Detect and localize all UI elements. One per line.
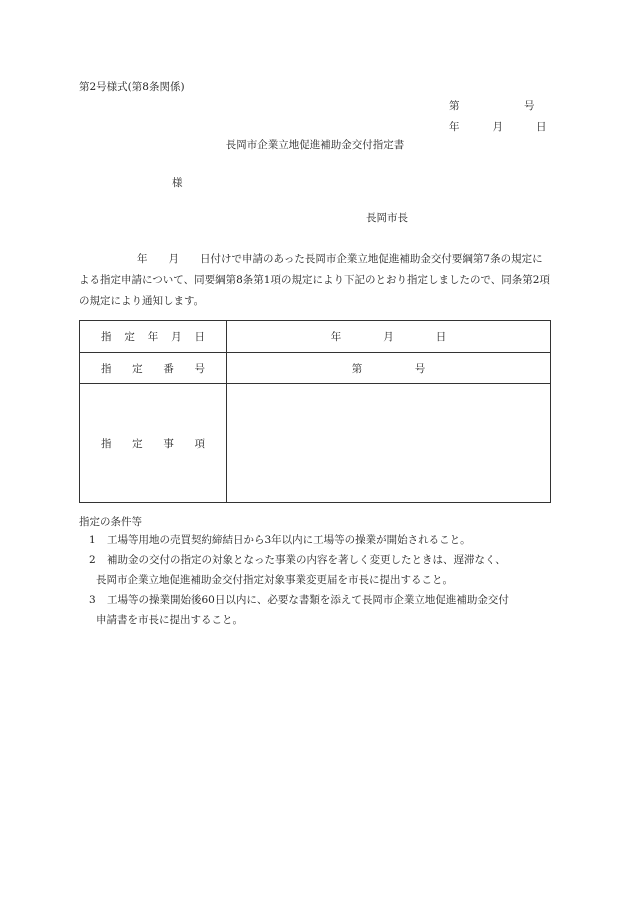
page-title: 長岡市企業立地促進補助金交付指定書 [225,139,405,151]
form-number-label: 第2号様式(第8条関係) [79,81,185,93]
issuer-name: 長岡市長 [366,212,408,224]
condition-item [89,550,554,590]
table-label-date: 指定年月日 [80,321,227,353]
table-value-matters [227,384,551,503]
condition-item [89,530,554,550]
table-label-number: 指定番号 [80,353,227,384]
table-label-matters: 指定事項 [80,384,227,503]
condition-number: 1 [89,534,96,546]
table-value-number: 第 号 [227,353,551,384]
table-value-date: 年 月 日 [227,321,551,353]
condition-text: 工場等用地の売買契約締結日から3年以内に工場等の操業が開始されること。 [107,534,471,546]
condition-number: 2 [89,554,96,566]
addressee-suffix: 様 [172,177,183,189]
condition-number: 3 [89,594,96,606]
document-number-line: 第 号 [449,100,537,112]
table-row [80,353,551,384]
body-text: 年 月 日付けで申請のあった長岡市企業立地促進補助金交付要綱第7条の規定による指定申請について、同要綱第8条第1項の規定により下記のとおり指定しましたので、同条第2項の規定により通知します。 [79,253,550,307]
condition-item [89,590,554,630]
designation-table [79,320,551,503]
table-row [80,321,551,353]
conditions-heading: 指定の条件等 [79,516,142,528]
condition-text-continued: 申請書を市長に提出すること。 [96,614,243,626]
table-row [80,384,551,503]
condition-text: 工場等の操業開始後60日以内に、必要な書類を添えて長岡市企業立地促進補助金交付 [107,594,509,606]
document-date-line: 年 月 日 [449,121,551,133]
condition-text: 補助金の交付の指定の対象となった事業の内容を著しく変更したときは、遅滞なく、 [107,554,506,566]
condition-text-continued: 長岡市企業立地促進補助金交付指定対象事業変更届を市長に提出すること。 [96,574,453,586]
body-paragraph [79,249,553,312]
